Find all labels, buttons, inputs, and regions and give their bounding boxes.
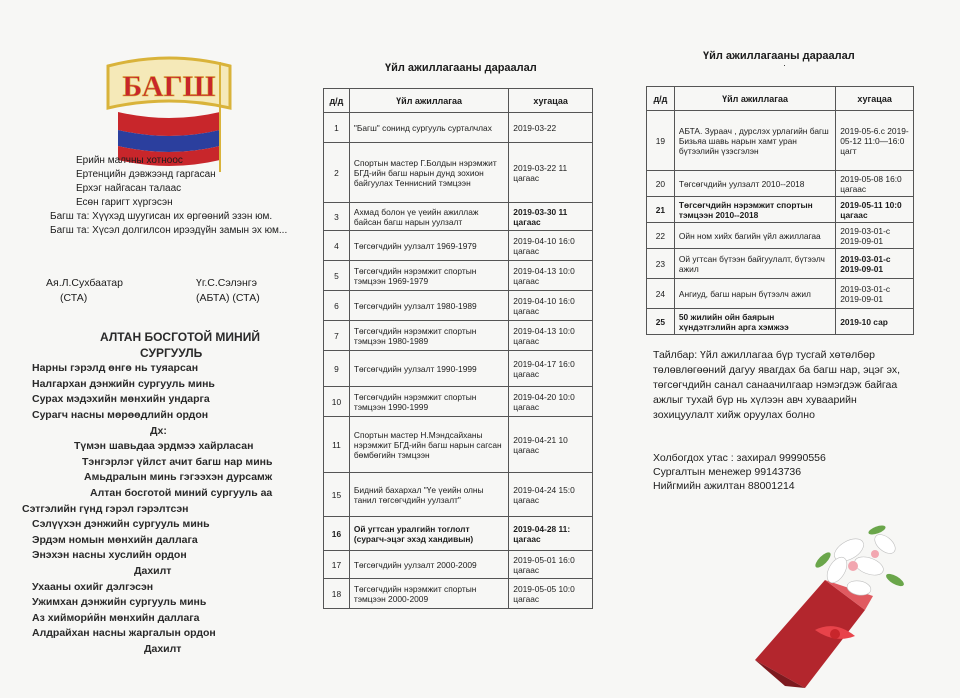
text-line: Налгархан дэнжийн сургууль минь (32, 377, 215, 390)
row-date: 2019-05-6.с 2019-05-12 11:0—16:0 цагт (836, 111, 914, 171)
text-line: Энэхэн насны хуслийн ордон (32, 549, 187, 562)
author-name: Ая.Л.Сухбаатар (46, 277, 123, 289)
row-activity: Ахмад болон үе үеийн ажиллаж байсан багш нарын уулзалт (349, 203, 508, 231)
table-row (324, 517, 593, 551)
column-header: Үйл ажиллагаа (674, 87, 835, 111)
text-line: Дахилт (134, 564, 172, 577)
table-row (324, 143, 593, 203)
author-org: (АБТА) (СТА) (196, 292, 260, 304)
row-date: 2019-03-01-с 2019-09-01 (836, 223, 914, 249)
row-number: 1 (324, 113, 350, 143)
text-line: Тэнгэрлэг үйлст ачит багш нар минь (82, 455, 273, 468)
text-line: Дахилт (144, 642, 182, 655)
author-name: Үг.С.Сэлэнгэ (196, 277, 257, 289)
author-lyricist (196, 276, 326, 306)
table-row (324, 551, 593, 579)
row-number: 5 (324, 261, 350, 291)
row-number: 18 (324, 579, 350, 609)
row-activity: Бидний бахархал "Үе үеийн олны танил төгсөгчдийн уулзалт" (349, 473, 508, 517)
table-row (324, 417, 593, 473)
left-panel (22, 40, 312, 680)
row-date: 2019-04-21 10 цагаас (509, 417, 593, 473)
text-line: Есөн гаригт хүргэсэн (76, 197, 173, 208)
text-line: Түмэн шавьдаа эрдмээ хайрласан (74, 440, 254, 453)
text-line: Багш та: Хүүхэд шуугисан их өргөөний эзэн юм. (50, 211, 273, 222)
row-date: 2019-05-05 10:0 цагаас (509, 579, 593, 609)
table-header-row (324, 89, 593, 113)
table-row (324, 113, 593, 143)
table-row (647, 171, 914, 197)
table-header-row (647, 87, 914, 111)
text-line: Ерийн малчны хотноос (76, 155, 183, 166)
column-header: Үйл ажиллагаа (349, 89, 508, 113)
row-number: 6 (324, 291, 350, 321)
row-number: 23 (647, 249, 675, 279)
row-date: 2019-03-01-с 2019-09-01 (836, 249, 914, 279)
row-number: 10 (324, 387, 350, 417)
note-text: Тайлбар: Үйл ажиллагаа бүр тусгай хөтөлбөр төлөвлөгөөний дагуу явагдах ба багш нар, эцэг эх, төгсөгчдийн санал санаачилгаар нэмэгдэж байгаа ажлыг тухай бүр нь хүлээн авч хуваарийн зохицуулалт хийж оруулах болно (653, 349, 901, 421)
text-line: Алтан босготой миний сургууль аа (90, 486, 273, 499)
row-activity: "Багш" сонинд сургууль сурталчлах (349, 113, 508, 143)
table-row (647, 279, 914, 309)
text-line: Ухааны охийг дэлгэсэн (32, 580, 154, 593)
row-date: 2019-10 сар (836, 309, 914, 335)
row-number: 16 (324, 517, 350, 551)
text-line: АЛТАН БОСГОТОЙ МИНИЙ (100, 330, 260, 344)
table-row (324, 231, 593, 261)
right-table-title: Үйл ажиллагааны дараалал (703, 50, 855, 62)
row-date: 2019-04-13 10:0 цагаас (509, 261, 593, 291)
schedule-table-2 (646, 86, 914, 335)
text-line: Сурах мэдэхийн мөнхийн ундарга (32, 393, 210, 406)
text-line: Сургалтын менежер 99143736 (653, 466, 802, 478)
row-number: 3 (324, 203, 350, 231)
row-number: 11 (324, 417, 350, 473)
row-activity: Төгсөгчдийн уулзалт 1990-1999 (349, 351, 508, 387)
row-date: 2019-04-10 16:0 цагаас (509, 291, 593, 321)
row-date: 2019-03-22 11 цагаас (509, 143, 593, 203)
text-line: СУРГУУЛЬ (140, 345, 203, 360)
poem-intro (50, 154, 320, 238)
row-date: 2019-04-17 16:0 цагаас (509, 351, 593, 387)
column-header: хугацаа (836, 87, 914, 111)
column-header: д/д (647, 87, 675, 111)
row-activity: Төгсөгчдийн уулзалт 2010--2018 (674, 171, 835, 197)
row-date: 2019-05-08 16:0 цагаас (836, 171, 914, 197)
author-composer (46, 276, 176, 306)
text-line: Эрдэм номын мөнхийн даллага (32, 533, 198, 546)
table-row (647, 309, 914, 335)
text-line: Сэтгэлийн гүнд гэрэл гэрэлтсэн (22, 502, 189, 515)
dot-mark: · (783, 60, 786, 70)
row-activity: Төгсөгчдийн нэрэмжит спортын тэмцээн 1969-1979 (349, 261, 508, 291)
row-activity: Ангиуд, багш нарын бүтээлч ажил (674, 279, 835, 309)
text-line: Аз хиймори́йн мөнхийн даллага (32, 611, 200, 624)
schedule-table-1 (323, 88, 593, 609)
contacts (653, 451, 918, 493)
text-line: Ертенцийн дэвжээнд гаргасан (76, 169, 216, 180)
table-row (647, 197, 914, 223)
table-row (647, 111, 914, 171)
row-number: 15 (324, 473, 350, 517)
text-line: Холбогдох утас : захирал 99990556 (653, 452, 826, 464)
table-row (647, 223, 914, 249)
row-date: 2019-03-01-с 2019-09-01 (836, 279, 914, 309)
row-number: 19 (647, 111, 675, 171)
author-org: (СТА) (60, 292, 88, 304)
row-activity: Ой угтсан уралгийн тоглолт (сурагч-эцэг эхэд хандивын) (349, 517, 508, 551)
row-number: 9 (324, 351, 350, 387)
row-activity: Ой угтсан бүтээн байгуулалт, бүтээлч ажил (674, 249, 835, 279)
table-row (324, 351, 593, 387)
row-number: 7 (324, 321, 350, 351)
row-date: 2019-03-30 11 цагаас (509, 203, 593, 231)
table-row (324, 291, 593, 321)
row-activity: АБТА. Зураач , дурслэх урлагийн багш Бизьяа шавь нарын хамт уран бүтээлийн үзэсгэлэн (674, 111, 835, 171)
row-activity: Спортын мастер Н.Мэндсайханы нэрэмжит БГД-ийн багш нарын сагсан бөмбөгийн тэмцээн (349, 417, 508, 473)
row-number: 22 (647, 223, 675, 249)
row-number: 25 (647, 309, 675, 335)
logo-text: БАГШ (122, 70, 216, 103)
row-date: 2019-04-28 11: цагаас (509, 517, 593, 551)
row-activity: Төгсөгчдийн уулзалт 1969-1979 (349, 231, 508, 261)
text-line: Алдрайхан насны жаргалын ордон (32, 627, 216, 640)
row-date: 2019-04-10 16:0 цагаас (509, 231, 593, 261)
text-line: Сэлүүхэн дэнжийн сургууль минь (32, 518, 210, 531)
row-number: 20 (647, 171, 675, 197)
row-number: 2 (324, 143, 350, 203)
table-row (324, 579, 593, 609)
row-activity: Төгсөгчдийн нэрэмжит спортын тэмцээн 2000-2009 (349, 579, 508, 609)
school-song (22, 330, 322, 657)
row-number: 24 (647, 279, 675, 309)
text-line: Дх: (150, 424, 167, 437)
text-line: Нарны гэрэлд өнгө нь туяарсан (32, 362, 199, 375)
row-date: 2019-04-13 10:0 цагаас (509, 321, 593, 351)
row-number: 17 (324, 551, 350, 579)
row-date: 2019-03-22 (509, 113, 593, 143)
table-row (324, 473, 593, 517)
text-line: Амьдралын минь гэгээхэн дурсамж (84, 471, 273, 484)
text-line: Нийгмийн ажилтан 88001214 (653, 480, 795, 492)
row-activity: Төгсөгчдийн нэрэмжит спортын тэмцээн 1990-1999 (349, 387, 508, 417)
table-row (324, 261, 593, 291)
table-row (324, 387, 593, 417)
text-line: Багш та: Хүсэл долгилсон ирээдүйн замын эх юм... (50, 225, 288, 236)
row-activity: Ойн ном хийх багийн үйл ажиллагаа (674, 223, 835, 249)
row-activity: Спортын мастер Г.Болдын нэрэмжит БГД-ийн багш нарын дунд зохион байгуулах Теннисний тэмцээн (349, 143, 508, 203)
row-number: 4 (324, 231, 350, 261)
row-date: 2019-04-20 10:0 цагаас (509, 387, 593, 417)
text-line: Ерхэг найгасан талаас (76, 183, 182, 194)
text-line: Сурагч насны мөрөөдлийн ордон (32, 408, 209, 421)
text-line: Ужимхан дэнжийн сургууль минь (32, 596, 207, 609)
mid-table-title: Үйл ажиллагааны дараалал (385, 62, 537, 74)
row-activity: Төгсөгчдийн нэрэмжит спортын тэмцээн 1980-1989 (349, 321, 508, 351)
flower-bouquet (745, 510, 910, 690)
row-activity: Төгсөгчдийн уулзалт 2000-2009 (349, 551, 508, 579)
flower-bouquet-graphic (745, 510, 910, 690)
row-activity: 50 жилийн ойн баярын хүндэтгэлийн арга хэмжээ (674, 309, 835, 335)
column-header: д/д (324, 89, 350, 113)
table-row (647, 249, 914, 279)
row-date: 2019-04-24 15:0 цагаас (509, 473, 593, 517)
column-header: хугацаа (509, 89, 593, 113)
row-date: 2019-05-01 16:0 цагаас (509, 551, 593, 579)
table-row (324, 321, 593, 351)
row-activity: Төгсөгчдийн нэрэмжит спортын тэмцээн 2010--2018 (674, 197, 835, 223)
row-activity: Төгсөгчдийн уулзалт 1980-1989 (349, 291, 508, 321)
row-number: 21 (647, 197, 675, 223)
row-date: 2019-05-11 10:0 цагаас (836, 197, 914, 223)
table-row (324, 203, 593, 231)
